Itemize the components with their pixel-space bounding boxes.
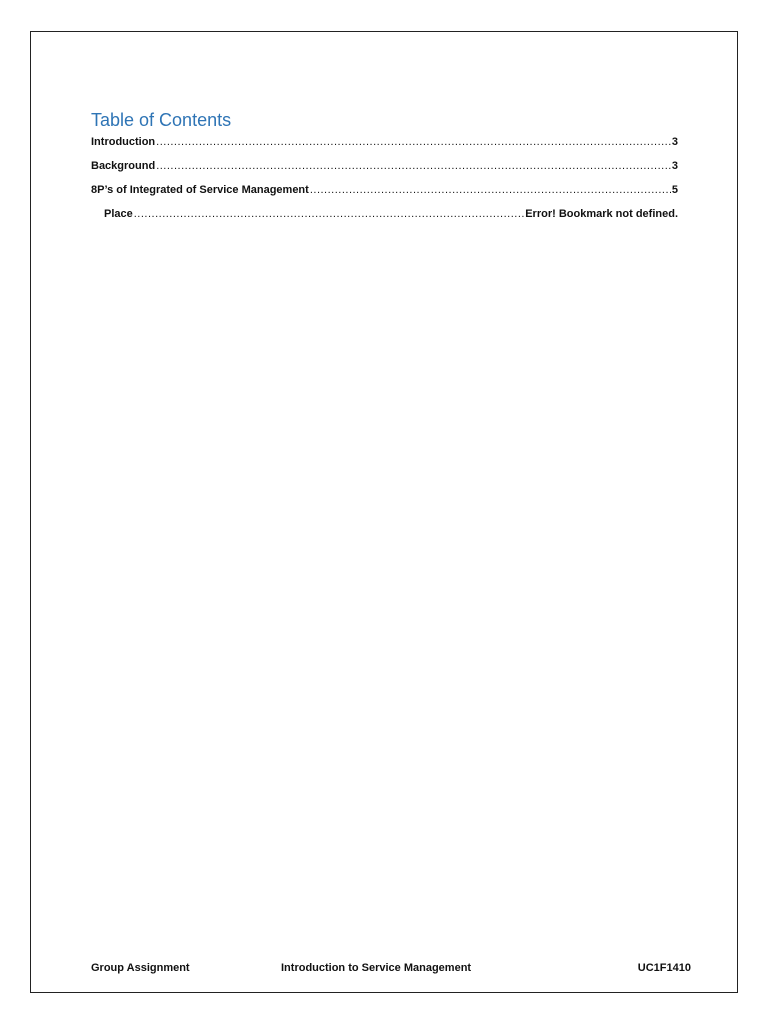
toc-heading: Table of Contents <box>91 110 232 130</box>
footer-center-text: Introduction to Service Management <box>281 962 472 974</box>
toc-dot-leader <box>310 184 671 196</box>
toc-dot-leader <box>156 160 671 172</box>
toc-entry-page: 3 <box>671 136 678 148</box>
toc-dot-leader <box>156 136 671 148</box>
toc-entry-background[interactable] <box>91 160 678 184</box>
toc-list <box>91 136 678 232</box>
toc-entry-place[interactable] <box>91 208 678 232</box>
toc-entry-title: Introduction <box>91 136 156 148</box>
toc-entry-title: Place <box>104 208 133 220</box>
document-page <box>30 31 738 993</box>
toc-entry-page: 5 <box>671 184 678 196</box>
toc-entry-page: Error! Bookmark not defined. <box>525 208 678 220</box>
toc-entry-page: 3 <box>671 160 678 172</box>
footer-right-text: UC1F1410 <box>637 962 691 974</box>
toc-dot-leader <box>134 208 524 220</box>
toc-entry-title: Background <box>91 160 156 172</box>
toc-entry-introduction[interactable] <box>91 136 678 160</box>
page-footer <box>91 962 691 978</box>
toc-entry-title: 8P’s of Integrated of Service Management <box>91 184 309 196</box>
toc-entry-8ps[interactable] <box>91 184 678 208</box>
footer-left-text: Group Assignment <box>91 962 190 974</box>
